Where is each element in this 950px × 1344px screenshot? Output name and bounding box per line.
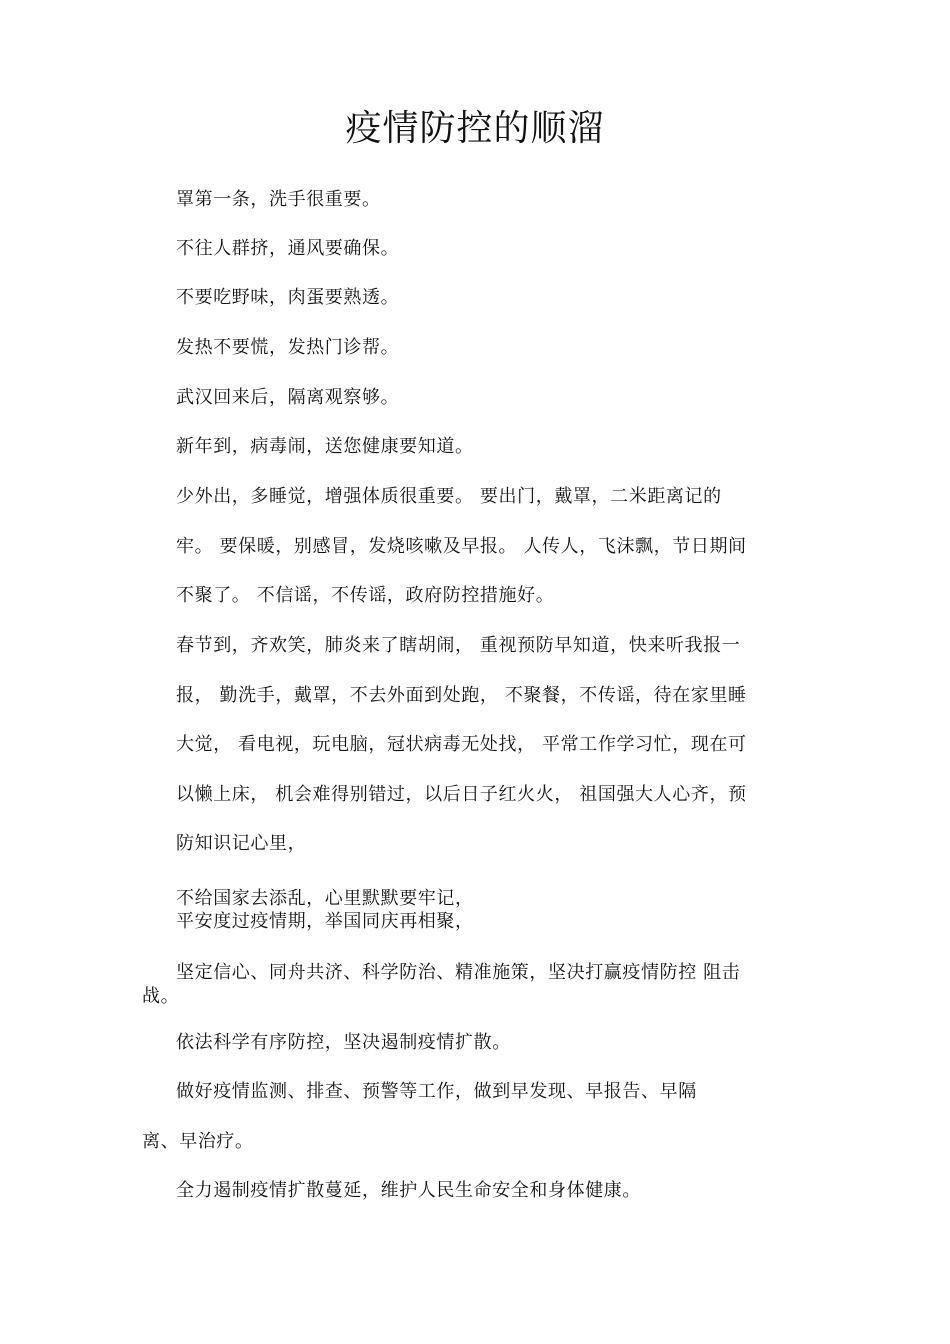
text-line: 不聚了。 不信谣，不传谣，政府防控措施好。: [176, 585, 555, 606]
text-line: 依法科学有序防控，坚决遏制疫情扩散。: [176, 1032, 511, 1053]
text-line: 新年到，病毒闹，送您健康要知道。: [176, 436, 474, 457]
text-line: 武汉回来后，隔离观察够。: [176, 387, 400, 408]
text-line: 不要吃野味，肉蛋要熟透。: [176, 287, 400, 308]
text-line: 战。: [142, 986, 180, 1007]
text-line: 不给国家去添乱，心里默默要牢记，: [176, 888, 474, 909]
text-line: 以懒上床， 机会难得别错过，以后日子红火火， 祖国强大人心齐，预: [176, 784, 747, 805]
text-line: 发热不要慌，发热门诊帮。: [176, 337, 400, 358]
text-line: 全力遏制疫情扩散蔓延，维护人民生命安全和身体健康。: [176, 1180, 641, 1201]
text-line: 春节到，齐欢笑，肺炎来了瞎胡闹， 重视预防早知道，快来听我报一: [176, 635, 741, 656]
text-line: 大觉， 看电视，玩电脑，冠状病毒无处找， 平常工作学习忙，现在可: [176, 734, 747, 755]
page-title: 疫情防控的顺溜: [345, 108, 605, 149]
text-line: 不往人群挤，通风要确保。: [176, 238, 400, 259]
text-line: 坚定信心、同舟共济、科学防治、精准施策，坚决打赢疫情防控 阻击: [176, 962, 741, 983]
text-line: 离、早治疗。: [142, 1131, 254, 1152]
text-line: 罩第一条，洗手很重要。: [176, 189, 381, 210]
text-line: 做好疫情监测、排查、预警等工作，做到早发现、早报告、早隔: [176, 1081, 697, 1102]
text-line: 少外出，多睡觉，增强体质很重要。 要出门，戴罩，二米距离记的: [176, 486, 722, 507]
text-line: 报， 勤洗手，戴罩，不去外面到处跑， 不聚餐，不传谣，待在家里睡: [176, 685, 747, 706]
text-line: 牢。 要保暖，别感冒，发烧咳嗽及早报。 人传人，飞沫飘，节日期间: [176, 536, 747, 557]
text-line: 平安度过疫情期，举国同庆再相聚，: [176, 911, 474, 932]
text-line: 防知识记心里，: [176, 833, 307, 854]
